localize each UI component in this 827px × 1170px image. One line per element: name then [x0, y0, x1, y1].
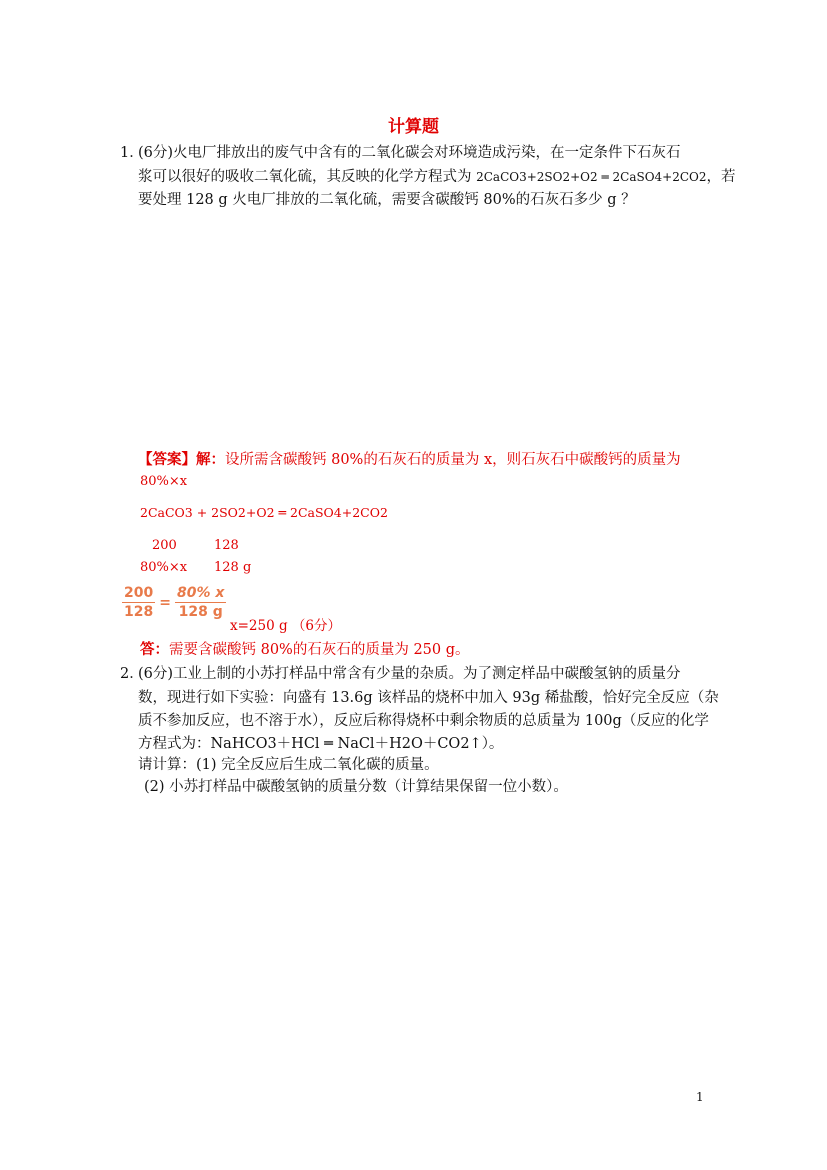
answer-1-result: x=250 g （6分） [230, 618, 342, 634]
answer-1-setup: 设所需含碳酸钙 80%的石灰石的质量为 x，则石灰石中碳酸钙的质量为 [225, 452, 681, 468]
answer-solve-label: 解： [196, 451, 225, 468]
question-2-line-6: (2) 小苏打样品中碳酸氢钠的质量分数（计算结果保留一位小数）。 [144, 779, 568, 795]
fraction-equals: = [159, 594, 171, 611]
question-1-line-3: 要处理 128 g 火电厂排放的二氧化硫，需要含碳酸钙 80%的石灰石多少 g ？ [138, 192, 636, 208]
fraction-left-denominator: 128 [124, 604, 154, 620]
question-2-line-1: (6分)工业上制的小苏打样品中常含有少量的杂质。为了测定样品中碳酸氢钠的质量分 [138, 666, 681, 682]
ratio-row-1-right: 128 [214, 538, 239, 553]
page-title: 计算题 [388, 117, 439, 137]
answer-tag: 【答案】 [138, 451, 196, 468]
page-number: 1 [696, 1090, 704, 1104]
question-1-number: 1． [120, 145, 144, 161]
fraction-right-denominator: 128 g [178, 604, 223, 620]
conclusion-label: 答： [140, 641, 169, 658]
question-2-line-5: 请计算：(1) 完全反应后生成二氧化碳的质量。 [138, 757, 439, 773]
question-1-line-2-end: ，若 [706, 169, 736, 185]
answer-1-line-2: 80%×x [140, 474, 188, 489]
question-1-line-2-text: 浆可以很好的吸收二氧化硫，其反映的化学方程式为 [138, 169, 477, 185]
answer-1-equation: 2CaCO3 + 2SO2+O2 ═ 2CaSO4+2CO2 [140, 505, 388, 520]
fraction-right-numerator: 80% x [176, 585, 225, 601]
ratio-row-1-left: 200 [152, 538, 177, 553]
fraction-left [122, 585, 155, 620]
ratio-row-2-left: 80%×x [140, 560, 188, 575]
question-2-line-2: 数，现进行如下实验：向盛有 13.6g 该样品的烧杯中加入 93g 稀盐酸，恰好完全反应（杂 [138, 690, 719, 706]
ratio-row-2-right: 128 g [214, 560, 252, 575]
proportion-fraction [122, 585, 226, 620]
answer-1-conclusion [140, 638, 470, 659]
question-1-equation: 2CaCO3+2SO2+O2 ═ 2CaSO4+2CO2 [476, 170, 707, 184]
question-2-number: 2． [120, 666, 144, 682]
question-2-line-4: 方程式为：NaHCO3＋HCl ═ NaCl＋H2O＋CO2↑）。 [138, 736, 504, 752]
fraction-right [175, 585, 226, 620]
conclusion-text: 需要含碳酸钙 80%的石灰石的质量为 250 g。 [169, 642, 470, 658]
question-1-line-1: (6分)火电厂排放出的废气中含有的二氧化碳会对环境造成污染，在一定条件下石灰石 [138, 145, 681, 161]
question-1-line-2 [138, 167, 736, 187]
fraction-left-numerator: 200 [124, 585, 154, 601]
answer-1-line-1 [138, 448, 681, 469]
question-2-line-3: 质不参加反应，也不溶于水），反应后称得烧杯中剩余物质的总质量为 100g（反应的化学 [138, 713, 709, 729]
